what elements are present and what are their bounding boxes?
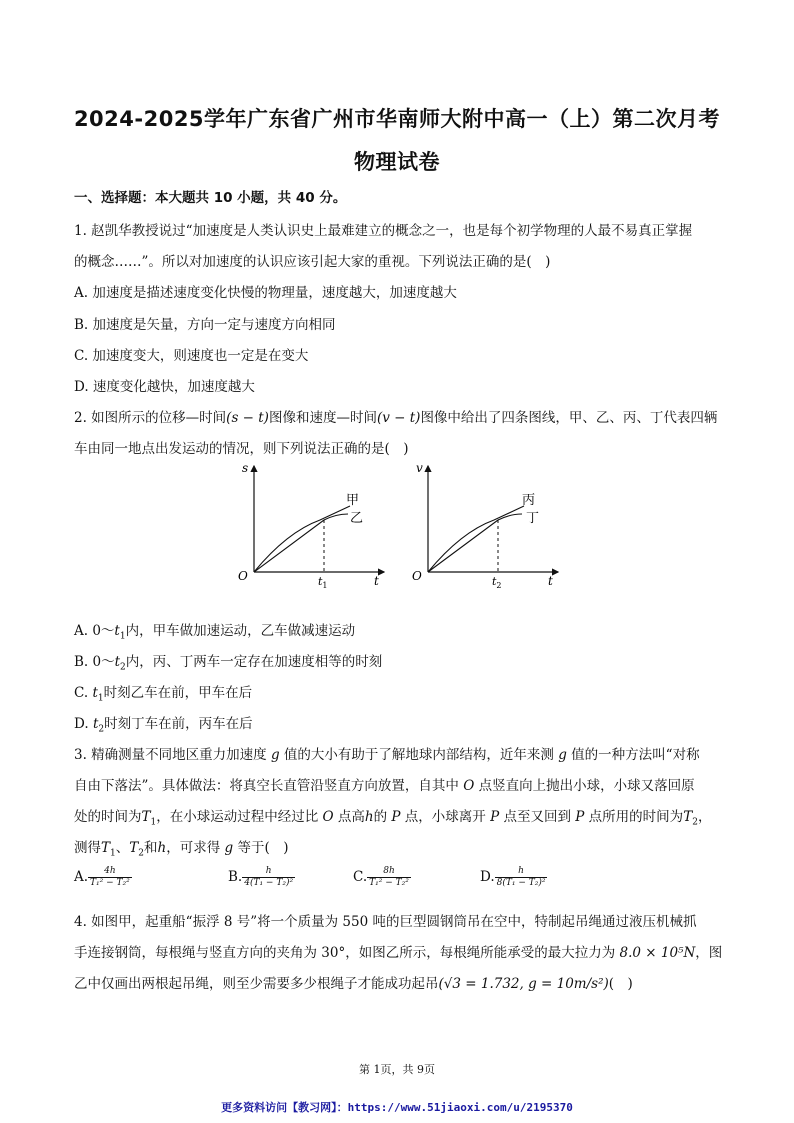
- q1-option-a: A. 加速度是描述速度变化快慢的物理量，速度越大，加速度越大: [74, 285, 457, 301]
- y-axis-label: v: [416, 461, 423, 475]
- curve-jia-label: 甲: [346, 493, 360, 508]
- q1-option-d: D. 速度变化越快，加速度越大: [74, 379, 255, 395]
- q1-stem-line1: 1. 赵凯华教授说过“加速度是人类认识史上最难建立的概念之一，也是每个初学物理的人最不易真正掌握: [74, 223, 693, 239]
- q3-sub: 1: [150, 817, 157, 828]
- q3-math: g: [224, 840, 234, 856]
- q3-option-c: [353, 866, 411, 889]
- q3-text: 处的时间为: [74, 809, 142, 825]
- q3-stem-line4: [74, 836, 288, 859]
- q3-text: 测得: [74, 840, 101, 856]
- q3-text: 值的一种方法叫“对称: [566, 747, 700, 763]
- q3-option-d: [480, 866, 547, 889]
- q3-stem-line1: [74, 743, 700, 763]
- q2-d-var: t: [92, 716, 99, 732]
- q2-a-pre: A. 0～: [74, 623, 115, 639]
- q2-d-sub: 2: [98, 724, 105, 735]
- q3-stem-line2: [74, 774, 695, 794]
- q3-math: h: [364, 809, 374, 825]
- q4-text: 乙中仅画出两根起吊绳，则至少需要多少根绳子才能成功起吊: [74, 976, 439, 992]
- q3-text: 点竖直向上抛出小球，小球又落回原: [474, 778, 695, 794]
- q2-option-d: [74, 712, 253, 735]
- denominator: 8(T₁ − T₂)²: [496, 878, 546, 888]
- q2-b-post: 内，丙、丁两车一定存在加速度相等的时刻: [125, 654, 383, 670]
- q1-stem-line2: 的概念……”。所以对加速度的认识应该引起大家的重视。下列说法正确的是( ): [74, 254, 551, 270]
- curve-ding-label: 丁: [526, 511, 540, 526]
- st-graph: [232, 460, 392, 588]
- q4-stem-line2: [74, 941, 722, 961]
- vt-graph: [406, 460, 566, 588]
- q3-text: 3. 精确测量不同地区重力加速度: [74, 747, 271, 763]
- q2-b-var: t: [114, 654, 121, 670]
- q2-d-pre: D.: [74, 716, 93, 732]
- fraction: [367, 866, 411, 889]
- q4-text: ( ): [608, 976, 633, 992]
- q2-text: 图像中给出了四条图线，甲、乙、丙、丁代表四辆: [420, 410, 718, 426]
- promo-link[interactable]: 更多资料访问【教习网】：https://www.51jiaoxi.com/u/2195370: [221, 1101, 573, 1114]
- q3-math: O: [322, 809, 334, 825]
- q3-math: O: [463, 778, 475, 794]
- q3-text: ，可求得: [166, 840, 225, 856]
- fraction: [242, 866, 295, 889]
- q3-math: T: [141, 809, 151, 825]
- q1-option-b: B. 加速度是矢量，方向一定与速度方向相同: [74, 317, 336, 333]
- denominator: T₁² − T₂²: [90, 878, 130, 888]
- denominator: 4(T₁ − T₂)²: [244, 878, 294, 888]
- option-label: D.: [480, 869, 495, 885]
- q2-option-b: [74, 650, 382, 673]
- q3-math: P: [391, 809, 401, 825]
- page-title-line2: 物理试卷: [354, 150, 440, 174]
- q2-option-c: [74, 681, 252, 704]
- origin-label: O: [238, 569, 248, 583]
- q3-math: P: [490, 809, 500, 825]
- q3-math: P: [575, 809, 585, 825]
- tick-t1: $t_1$: [318, 575, 328, 588]
- curve-ding: [428, 514, 522, 572]
- q2-c-pre: C.: [74, 685, 93, 701]
- q3-text: 值的大小有助于了解地球内部结构，近年来测: [279, 747, 559, 763]
- q3-stem-line3: [74, 805, 711, 828]
- q2-b-pre: B. 0～: [74, 654, 115, 670]
- q3-text: 点，小球离开: [400, 809, 491, 825]
- q3-text: 和: [144, 840, 158, 856]
- q3-text: ，: [697, 809, 712, 825]
- curve-yi: [254, 514, 348, 572]
- q2-option-a: [74, 619, 355, 642]
- q2-c-sub: 1: [97, 693, 104, 704]
- q3-math: g: [558, 747, 567, 763]
- option-label: A.: [74, 869, 89, 885]
- q3-math: h: [157, 840, 167, 856]
- fraction: [495, 866, 548, 889]
- q2-c-post: 时刻乙车在前，甲车在后: [103, 685, 253, 701]
- q2-stem-line1: [74, 406, 717, 426]
- q3-text: ，在小球运动过程中经过比: [156, 809, 323, 825]
- numerator: h: [242, 866, 295, 878]
- y-axis-label: s: [242, 461, 249, 475]
- option-label: B.: [228, 869, 243, 885]
- q2-b-sub: 2: [120, 662, 126, 673]
- q3-sub: 2: [138, 848, 144, 859]
- q4-text: ，图: [695, 945, 723, 961]
- q3-math: T: [129, 840, 139, 856]
- tick-t2: $t_2$: [492, 575, 502, 588]
- q3-math: T: [101, 840, 111, 856]
- q3-option-a: [74, 866, 132, 889]
- q3-text: 的: [373, 809, 392, 825]
- q2-a-var: t: [114, 623, 120, 639]
- numerator: 8h: [367, 866, 411, 878]
- option-label: C.: [353, 869, 368, 885]
- q2-a-post: 内，甲车做加速运动，乙车做减速运动: [125, 623, 356, 639]
- denominator: T₁² − T₂²: [369, 878, 409, 888]
- q4-text: 手连接钢筒，每根绳与竖直方向的夹角为 30°，如图乙所示，每根绳所能承受的最大拉力为: [74, 945, 620, 961]
- q4-stem-line1: 4. 如图甲，起重船“振浮 8 号”将一个质量为 550 吨的巨型圆钢筒吊在空中，特制起吊绳通过液压机械抓: [74, 914, 697, 930]
- numerator: h: [495, 866, 548, 878]
- x-axis-label: t: [548, 574, 553, 588]
- q3-math: g: [270, 747, 280, 763]
- q4-math: (√3 = 1.732, g = 10m/s²): [438, 976, 609, 992]
- q3-text: 点至又回到: [499, 809, 576, 825]
- curve-yi-label: 乙: [350, 511, 364, 526]
- q3-text: 点高: [333, 809, 365, 825]
- q2-d-post: 时刻丁车在前，丙车在后: [104, 716, 253, 732]
- q2-stem-line2: 车由同一地点出发运动的情况，则下列说法正确的是( ): [74, 441, 409, 457]
- origin-label: O: [412, 569, 422, 583]
- curve-bing-label: 丙: [522, 493, 536, 508]
- q2-a-sub: 1: [119, 631, 126, 642]
- q2-text: 2. 如图所示的位移—时间: [74, 410, 227, 426]
- q3-text: 、: [115, 840, 130, 856]
- q3-text: 点所用的时间为: [584, 809, 684, 825]
- q3-math: T: [683, 809, 693, 825]
- q3-sub: 1: [110, 848, 116, 859]
- section-heading: 一、选择题：本大题共 10 小题，共 40 分。: [74, 190, 347, 206]
- fraction: [88, 866, 132, 889]
- q3-sub: 2: [692, 817, 698, 828]
- q1-option-c: C. 加速度变大，则速度也一定是在变大: [74, 348, 309, 364]
- page-footer: 第 1页，共 9页: [359, 1063, 435, 1076]
- q2-math: (v − t): [376, 410, 421, 426]
- q4-math: 8.0 × 10⁵N: [619, 945, 696, 961]
- q3-text: 等于( ): [233, 840, 289, 856]
- numerator: 4h: [88, 866, 132, 878]
- q2-math: (s − t): [226, 410, 269, 426]
- q3-text: 自由下落法”。具体做法：将真空长直管沿竖直方向放置，自其中: [74, 778, 464, 794]
- page-title-line1: 2024-2025学年广东省广州市华南师大附中高一（上）第二次月考: [73, 107, 721, 131]
- x-axis-label: t: [374, 574, 379, 588]
- q4-stem-line3: [74, 972, 633, 992]
- q3-option-b: [228, 866, 295, 889]
- q2-c-var: t: [92, 685, 98, 701]
- q2-text: 图像和速度—时间: [268, 410, 377, 426]
